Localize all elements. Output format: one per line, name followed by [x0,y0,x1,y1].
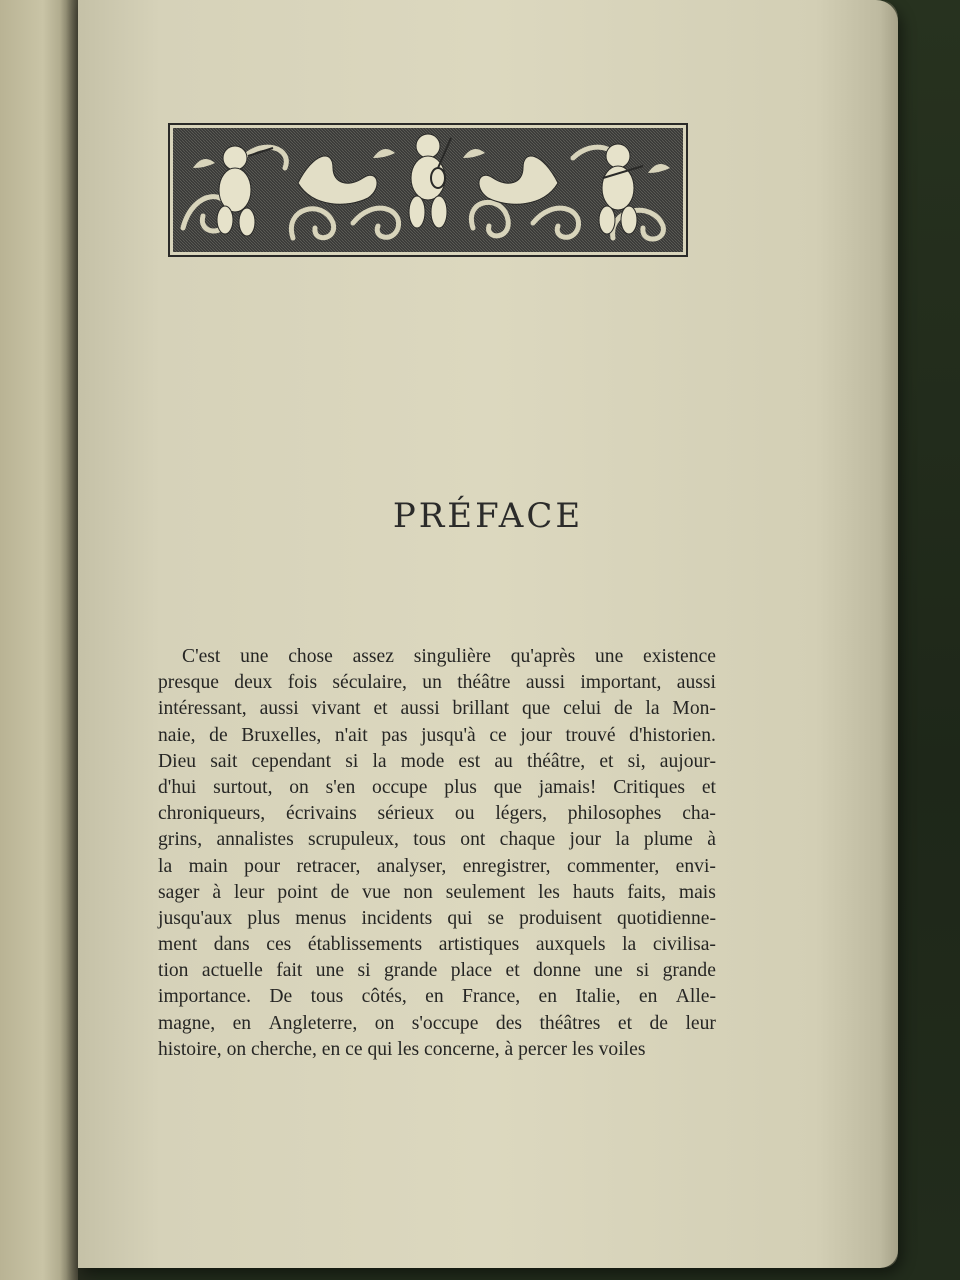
text-line: la main pour retracer, analyser, enregistrer, commenter, envi- [158,855,716,877]
page-edge [880,0,898,1268]
text-line: C'est une chose assez singulière qu'après une existence [182,646,716,667]
headpiece-engraving [173,128,683,252]
text-line: sager à leur point de vue non seulement les hauts faits, mais [158,881,716,903]
text-line: grins, annalistes scrupuleux, tous ont chaque jour la plume à [158,829,716,851]
text-line: tion actuelle fait une si grande place et donne une si grande [158,960,716,982]
text-line: chroniqueurs, écrivains sérieux ou légers, philosophes cha- [158,803,716,825]
text-line: jusqu'aux plus menus incidents qui se produisent quotidienne- [158,907,716,929]
text-line: presque deux fois séculaire, un théâtre aussi important, aussi [158,672,716,694]
page-title: PRÉFACE [392,496,584,536]
text-line: importance. De tous côtés, en France, en Italie, en Alle- [158,986,716,1008]
book-page [78,0,898,1268]
text-line: intéressant, aussi vivant et aussi brillant que celui de la Mon- [158,698,716,720]
text-line: Dieu sait cependant si la mode est au théâtre, et si, aujour- [158,750,716,772]
preface-paragraph [158,644,716,1063]
text-line: naie, de Bruxelles, n'ait pas jusqu'à ce jour trouvé d'historien. [158,724,716,746]
text-line: magne, en Angleterre, on s'occupe des théâtres et de leur [158,1012,716,1034]
text-line: d'hui surtout, on s'en occupe plus que jamais! Critiques et [158,776,716,798]
text-line: histoire, on cherche, en ce qui les concerne, à percer les voiles [158,1038,646,1060]
ornamental-headpiece [168,123,688,257]
text-line: ment dans ces établissements artistiques auxquels la civilisa- [158,934,716,956]
